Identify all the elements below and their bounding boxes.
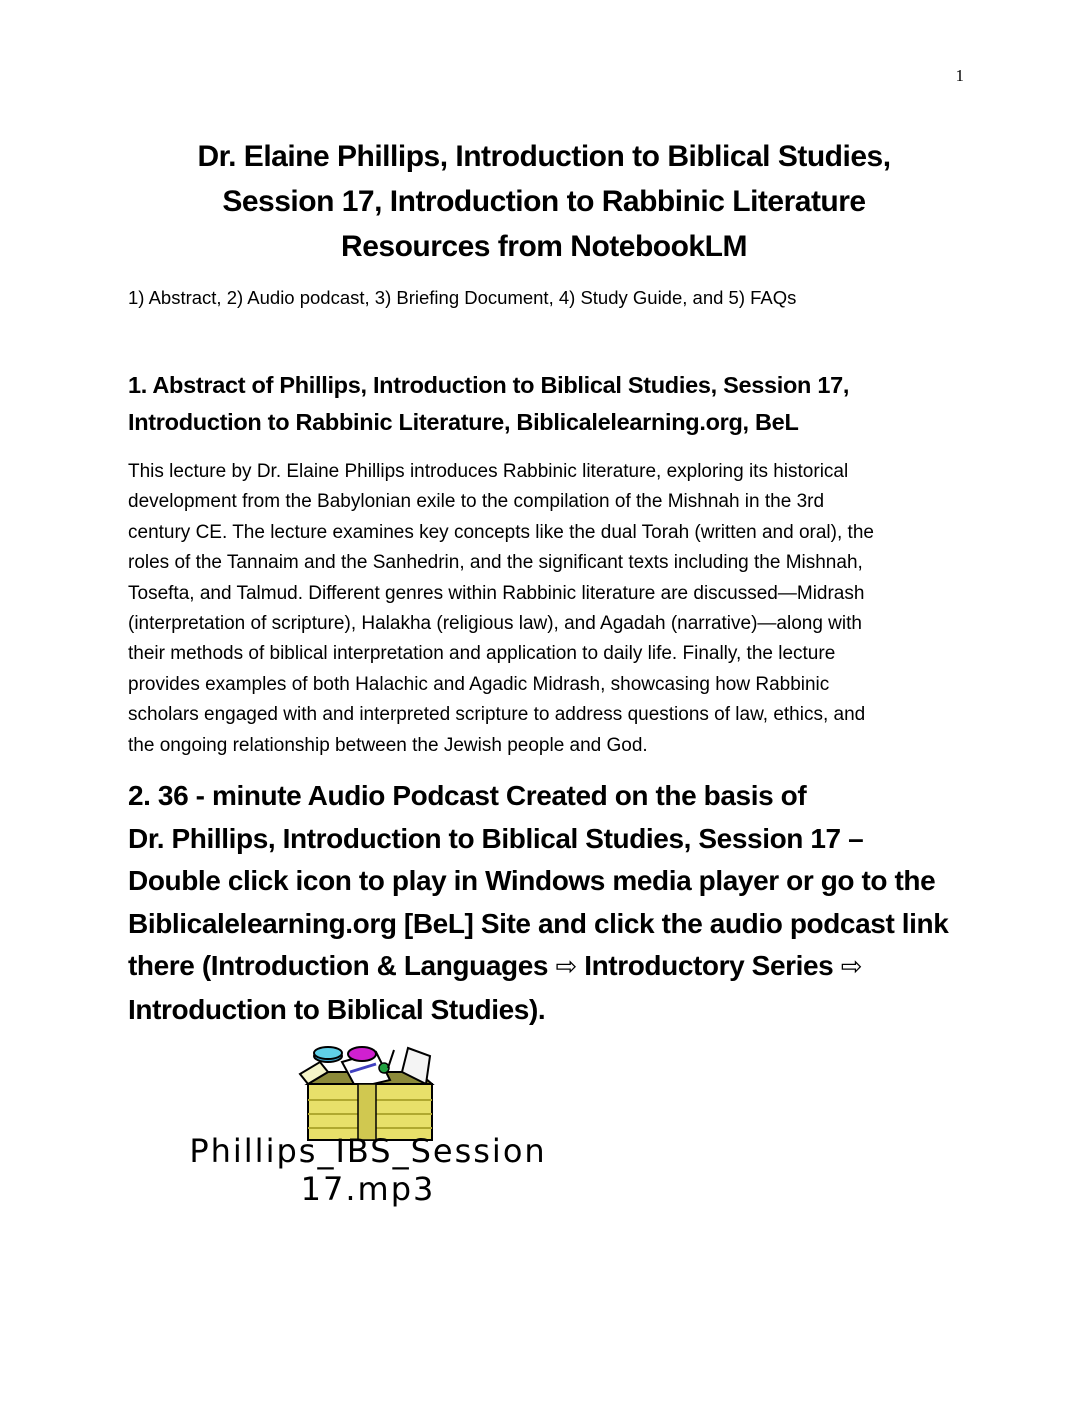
media-file-name: 17.mp3 [300,1170,436,1208]
abstract-line: Tosefta, and Talmud. Different genres within Rabbinic literature are discussed—Midrash [128,582,865,604]
abstract-line: (interpretation of scripture), Halakha (religious law), and Agadah (narrative)—along with [128,613,862,635]
abstract-heading-line: Introduction to Rabbinic Literature, Biblicalelearning.org, BeL [128,409,799,435]
media-file-caption[interactable] [124,1132,612,1208]
abstract-line: their methods of biblical interpretation and application to daily life. Finally, the lecture [128,643,836,665]
podcast-heading-line: Dr. Phillips, Introduction to Biblical Studies, Session 17 – [128,822,864,854]
title-line: Dr. Elaine Phillips, Introduction to Biblical Studies, [197,140,891,173]
podcast-heading-line: Biblicalelearning.org [BeL] Site and click the audio podcast link [128,907,949,939]
abstract-line: development from the Babylonian exile to the compilation of the Mishnah in the 3rd [128,491,825,513]
abstract-line: This lecture by Dr. Elaine Phillips introduces Rabbinic literature, exploring its historical [128,461,849,482]
abstract-line: roles of the Tannaim and the Sanhedrin, and the significant texts including the Mishnah, [128,552,863,574]
media-file-name: Phillips_IBS_Session [189,1132,547,1170]
podcast-heading-line: Double click icon to play in Windows media player or go to the [128,865,936,896]
podcast-heading-line: 2. 36 - minute Audio Podcast Created on the basis of [128,780,807,811]
title-line: Resources from NotebookLM [341,230,747,263]
breadcrumb-part: there (Introduction & Languages [128,950,556,981]
document-title [120,134,968,269]
page-number: 1 [955,66,964,85]
abstract-paragraph [128,457,968,761]
podcast-heading-line [128,945,978,989]
podcast-heading-line: Introduction to Biblical Studies). [128,993,546,1025]
abstract-heading-line: 1. Abstract of Phillips, Introduction to Biblical Studies, Session 17, [128,372,850,398]
abstract-line: provides examples of both Halachic and Agadic Midrash, showcasing how Rabbinic [128,673,830,695]
media-package-icon[interactable] [298,1044,438,1144]
abstract-line: century CE. The lecture examines key concepts like the dual Torah (written and oral), the [128,521,874,543]
arrow-right-icon: ⇨ [555,952,577,982]
contents-line: 1) Abstract, 2) Audio podcast, 3) Briefing Document, 4) Study Guide, and 5) FAQs [128,287,797,308]
arrow-right-icon: ⇨ [840,952,863,982]
abstract-line: the ongoing relationship between the Jewish people and God. [128,734,648,756]
breadcrumb-part: Introductory Series [576,950,841,981]
podcast-heading [128,775,978,1031]
abstract-heading [128,367,968,441]
abstract-line: scholars engaged with and interpreted scripture to address questions of law, ethics, and [128,704,866,726]
title-line: Session 17, Introduction to Rabbinic Literature [222,185,866,218]
